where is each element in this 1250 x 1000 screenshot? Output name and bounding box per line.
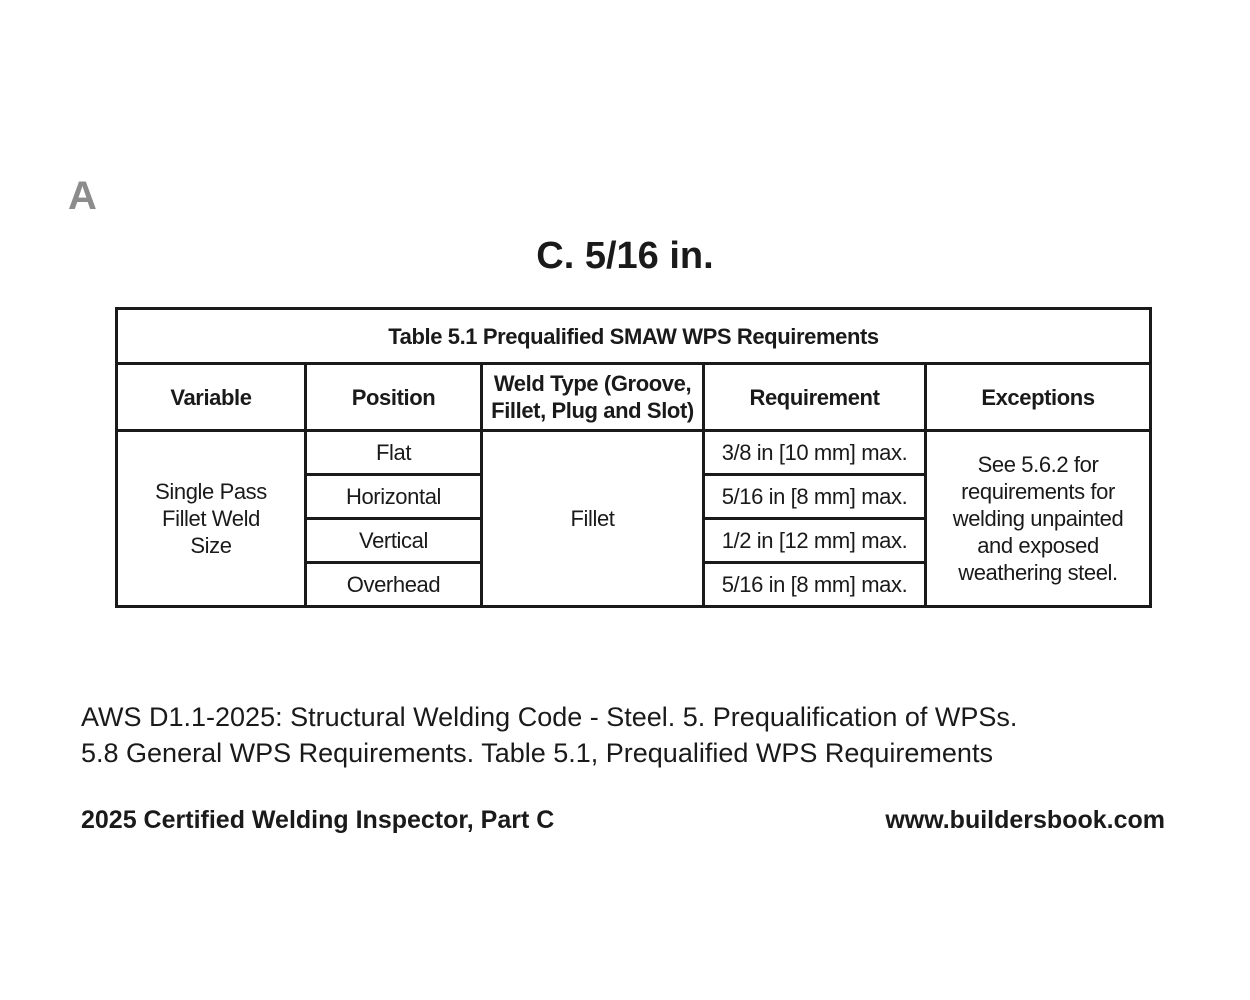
answer-heading: C. 5/16 in. <box>536 235 714 277</box>
header-weld-type-line2: Fillet, Plug and Slot) <box>491 398 694 423</box>
position-cell: Horizontal <box>306 475 482 519</box>
requirement-cell: 5/16 in [8 mm] max. <box>704 475 926 519</box>
header-requirement: Requirement <box>704 364 926 431</box>
position-cell: Flat <box>306 431 482 475</box>
citation <box>81 699 1017 771</box>
variable-line3: Size <box>190 533 232 558</box>
variable-cell <box>117 431 306 607</box>
position-cell: Overhead <box>306 563 482 607</box>
exceptions-cell <box>926 431 1151 607</box>
side-letter: A <box>68 174 97 218</box>
footer-website: www.buildersbook.com <box>885 806 1165 834</box>
exceptions-line3: welding unpainted <box>952 506 1124 531</box>
requirement-cell: 3/8 in [10 mm] max. <box>704 431 926 475</box>
exceptions-line4: and exposed <box>977 533 1099 558</box>
position-cell: Vertical <box>306 519 482 563</box>
header-weld-type <box>482 364 704 431</box>
requirement-cell: 1/2 in [12 mm] max. <box>704 519 926 563</box>
header-exceptions: Exceptions <box>926 364 1151 431</box>
footer-title: 2025 Certified Welding Inspector, Part C <box>81 806 555 834</box>
header-weld-type-line1: Weld Type (Groove, <box>493 371 692 396</box>
table-caption-row <box>117 309 1151 364</box>
wps-requirements-table <box>115 307 1152 608</box>
exceptions-line1: See 5.6.2 for <box>977 452 1099 477</box>
variable-line2: Fillet Weld <box>162 506 260 531</box>
exceptions-line2: requirements for <box>961 479 1115 504</box>
citation-line2: 5.8 General WPS Requirements. Table 5.1, Prequalified WPS Requirements <box>81 738 993 768</box>
exceptions-line5: weathering steel. <box>958 560 1118 585</box>
variable-line1: Single Pass <box>155 479 267 504</box>
weld-type-cell: Fillet <box>482 431 704 607</box>
table-row <box>117 431 1151 475</box>
table-caption: Table 5.1 Prequalified SMAW WPS Requirements <box>117 309 1151 364</box>
header-variable: Variable <box>117 364 306 431</box>
citation-line1: AWS D1.1-2025: Structural Welding Code - Steel. 5. Prequalification of WPSs. <box>81 702 1018 732</box>
requirement-cell: 5/16 in [8 mm] max. <box>704 563 926 607</box>
table-header-row <box>117 364 1151 431</box>
header-position: Position <box>306 364 482 431</box>
